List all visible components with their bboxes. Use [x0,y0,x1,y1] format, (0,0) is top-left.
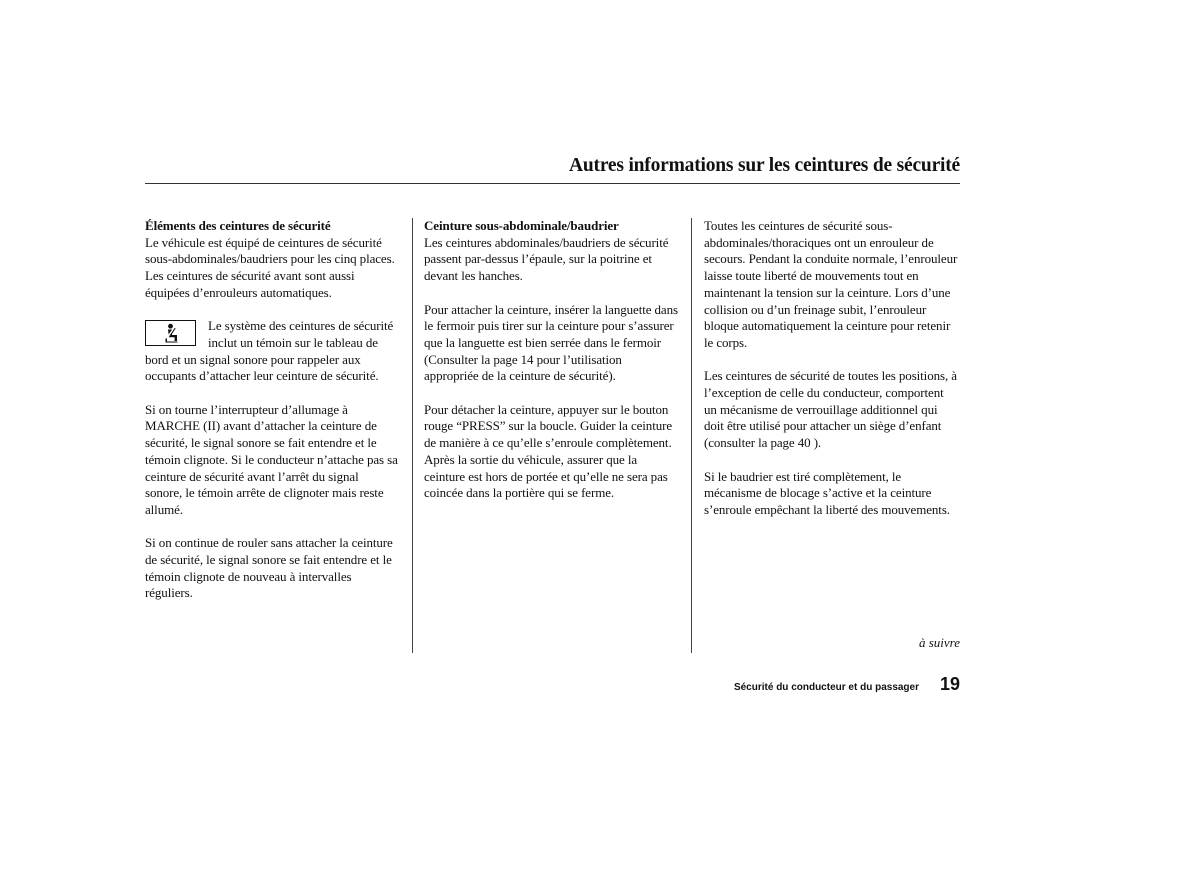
paragraph-emergency-retractor: Toutes les ceintures de sécurité sous-abdominales/thoraciques ont un enrouleur de secours. Pendant la conduite normale, l’enrouleur laisse toute liberté de mouvements tout en maintenant la tension sur la ceinture. Lors d’une collision ou d’un freinage subit, l’enrouleur bloque automatiquement la ceinture pour retenir le corps. [704,218,958,350]
paragraph-text: Le véhicule est équipé de ceintures de sécurité sous-abdominales/baudriers pour les cinq places. Les ceintures de sécurité avant sont aussi équipées d’enrouleurs automatiques. [145,234,395,300]
title-rule [145,183,960,184]
paragraph-ignition-warning: Si on tourne l’interrupteur d’allumage à MARCHE (II) avant d’attacher la ceinture de sécurité, le signal sonore se fait entendre et le témoin clignote. Si le conducteur n’attache pas sa ceinture de sécurité avant l’arrêt du signal sonore, le témoin arrête de clignoter mais reste allumé. [145,401,398,517]
section-heading-belt-components: Éléments des ceintures de sécurité [145,218,331,233]
column-1 [145,218,398,619]
column-divider [691,218,692,653]
seat-belt-person-icon [158,323,184,343]
column-divider [412,218,413,653]
page-number: 19 [940,674,961,694]
paragraph-text: Le système des ceintures de sécurité inclut un témoin sur le tableau de bord et un signal sonore pour rappeler aux occupants d’attacher leur ceinture de sécurité. [145,318,394,384]
paragraph-belt-components [145,218,398,302]
page-title: Autres informations sur les ceintures de sécurité [569,155,960,176]
paragraph-reminder-system [145,318,398,385]
paragraph-locking-mechanism: Les ceintures de sécurité de toutes les positions, à l’exception de celle du conducteur, comportent un mécanisme de verrouillage additionnel qui doit être utilisé pour attacher un siège d’enfant (consulter la page 40 ). [704,368,957,451]
column-2 [424,218,679,519]
paragraph-text: Les ceintures abdominales/baudriers de sécurité passent par-dessus l’épaule, sur la poitrine et devant les hanches. [424,234,669,284]
section-heading-lap-shoulder-belt: Ceinture sous-abdominale/baudrier [424,218,619,233]
footer-section-title: Sécurité du conducteur et du passager [733,682,919,693]
paragraph-continue-driving: Si on continue de rouler sans attacher la ceinture de sécurité, le signal sonore se fait entendre et le témoin clignote de nouveau à intervalles réguliers. [145,535,393,601]
paragraph-fasten-belt: Pour attacher la ceinture, insérer la languette dans le fermoir puis tirer sur la ceinture pour s’assurer que la languette est bien serrée dans le fermoir (Consulter la page 14 pour l’utilisation appropriée de la ceinture de sécurité). [424,301,678,384]
seat-belt-reminder-icon [145,320,196,346]
paragraph-lap-shoulder-belt [424,218,679,285]
paragraph-unfasten-belt: Pour détacher la ceinture, appuyer sur le bouton rouge “PRESS” sur la boucle. Guider la ceinture de manière à ce qu’elle s’enroule complètement. Après la sortie du véhicule, assurer que la ceinture est hors de portée et qu’elle ne sera pas coincée dans la portière qui se ferme. [424,401,673,501]
column-3 [704,218,958,535]
paragraph-shoulder-belt-lock: Si le baudrier est tiré complètement, le mécanisme de blocage s’active et la ceinture s’enroule empêchant la liberté des mouvements. [704,468,950,517]
continued-note: à suivre [918,635,960,650]
